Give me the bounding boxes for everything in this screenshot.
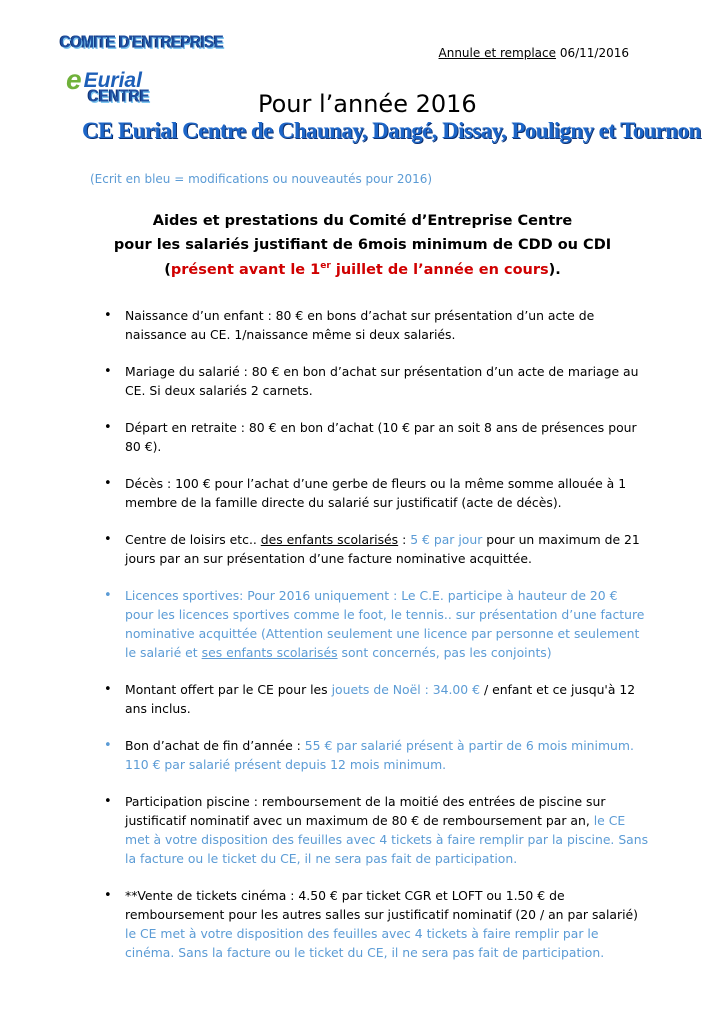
item-text: Centre de loisirs etc.. — [125, 532, 261, 547]
item-blue: le CE met à votre disposition des feuilles avec 4 tickets à faire remplir par la piscine. Sans la facture ou le ticket du CE, il ne sera pas fait de participation. — [125, 813, 649, 866]
item-text: Départ en retraite : 80 € en bon d’achat (10 € par an soit 8 ans de présences pour 80 €). — [125, 420, 637, 454]
list-item — [104, 530, 649, 568]
benefits-list — [104, 306, 649, 980]
item-underline: ses enfants scolarisés — [201, 645, 338, 660]
item-text: Bon d’achat de fin d’année : — [125, 738, 305, 753]
item-text: **Vente de tickets cinéma : 4.50 € par ticket CGR et LOFT ou 1.50 € de remboursement pour les autres salles sur justificatif nominatif (20 / an par salarié) — [125, 888, 639, 922]
item-underline: des enfants scolarisés — [260, 532, 399, 547]
revision-date: 06/11/2016 — [556, 46, 629, 60]
condition-sup: er — [320, 261, 331, 271]
condition-red-a: présent avant le 1 — [170, 261, 321, 278]
list-item — [104, 418, 649, 456]
revision-note — [439, 46, 629, 60]
paren-open: ( — [164, 261, 171, 278]
item-text: Participation piscine : remboursement de la moitié des entrées de piscine sur justificatif nominatif avec un maximum de 80 € de remboursement par an, — [125, 794, 606, 828]
item-text: pour un maximum de 21 jours par an sur présentation d’une facture nominative acquittée. — [125, 532, 640, 566]
item-text: : — [398, 532, 411, 547]
item-blue: le CE met à votre disposition des feuilles avec 4 tickets à faire remplir par le cinéma. Sans la facture ou le ticket du CE, il ne sera pas fait de participation. — [125, 926, 605, 960]
item-blue: jouets de Noël : 34.00 € — [331, 682, 481, 697]
item-text: Licences sportives: Pour 2016 uniquement : Le C.E. participe à hauteur de 20 € pour les licences sportives comme le foot, le tennis.. sur présentation d’une facture nominative acquittée (Attention seulement une licence par personne et seulement le salarié et — [125, 588, 645, 660]
list-item — [104, 736, 649, 774]
paren-close: ). — [548, 261, 561, 278]
list-item — [104, 586, 649, 662]
list-item — [104, 362, 649, 400]
legend-note: (Ecrit en bleu = modifications ou nouveautés pour 2016) — [90, 172, 433, 186]
heading-line-1: Aides et prestations du Comité d’Entreprise Centre — [152, 213, 573, 229]
list-item — [104, 886, 649, 962]
logo-eurial-text: Eurial — [83, 69, 142, 92]
item-text: Décès : 100 € pour l’achat d’une gerbe de fleurs ou la même somme allouée à 1 membre de la famille directe du salarié sur justificatif (acte de décès). — [125, 476, 627, 510]
list-item — [104, 680, 649, 718]
heading-line-2: pour les salariés justifiant de 6mois minimum de CDD ou CDI — [113, 237, 612, 253]
list-item — [104, 306, 649, 344]
item-blue: 55 € par salarié présent à partir de 6 mois minimum. 110 € par salarié présent depuis 12 mois minimum. — [125, 738, 634, 772]
list-item — [104, 792, 649, 868]
item-text: / enfant et ce jusqu'à 12 ans inclus. — [125, 682, 636, 716]
list-item — [104, 474, 649, 512]
logo-line-3: CENTRE — [88, 86, 150, 107]
logo-line-1: COMITE D'ENTREPRISE — [60, 32, 224, 53]
item-text: Montant offert par le CE pour les — [125, 682, 332, 697]
item-text: sont concernés, pas les conjoints) — [337, 645, 552, 660]
item-text: Mariage du salarié : 80 € en bon d’achat sur présentation d’un acte de mariage au CE. Si deux salariés 2 carnets. — [125, 364, 639, 398]
page-title: Pour l’année 2016 — [258, 90, 477, 118]
condition-red-b: juillet de l’année en cours — [330, 261, 549, 278]
item-text: Naissance d’un enfant : 80 € en bons d’achat sur présentation d’un acte de naissance au CE. 1/naissance même si deux salariés. — [125, 308, 595, 342]
page-subtitle: CE Eurial Centre de Chaunay, Dangé, Dissay, Pouligny et Tournon — [82, 118, 701, 143]
heading-line-3 — [0, 261, 725, 278]
item-blue: 5 € par jour — [410, 532, 483, 547]
revision-label: Annule et remplace — [438, 46, 557, 60]
logo-e-icon: e — [66, 64, 82, 95]
